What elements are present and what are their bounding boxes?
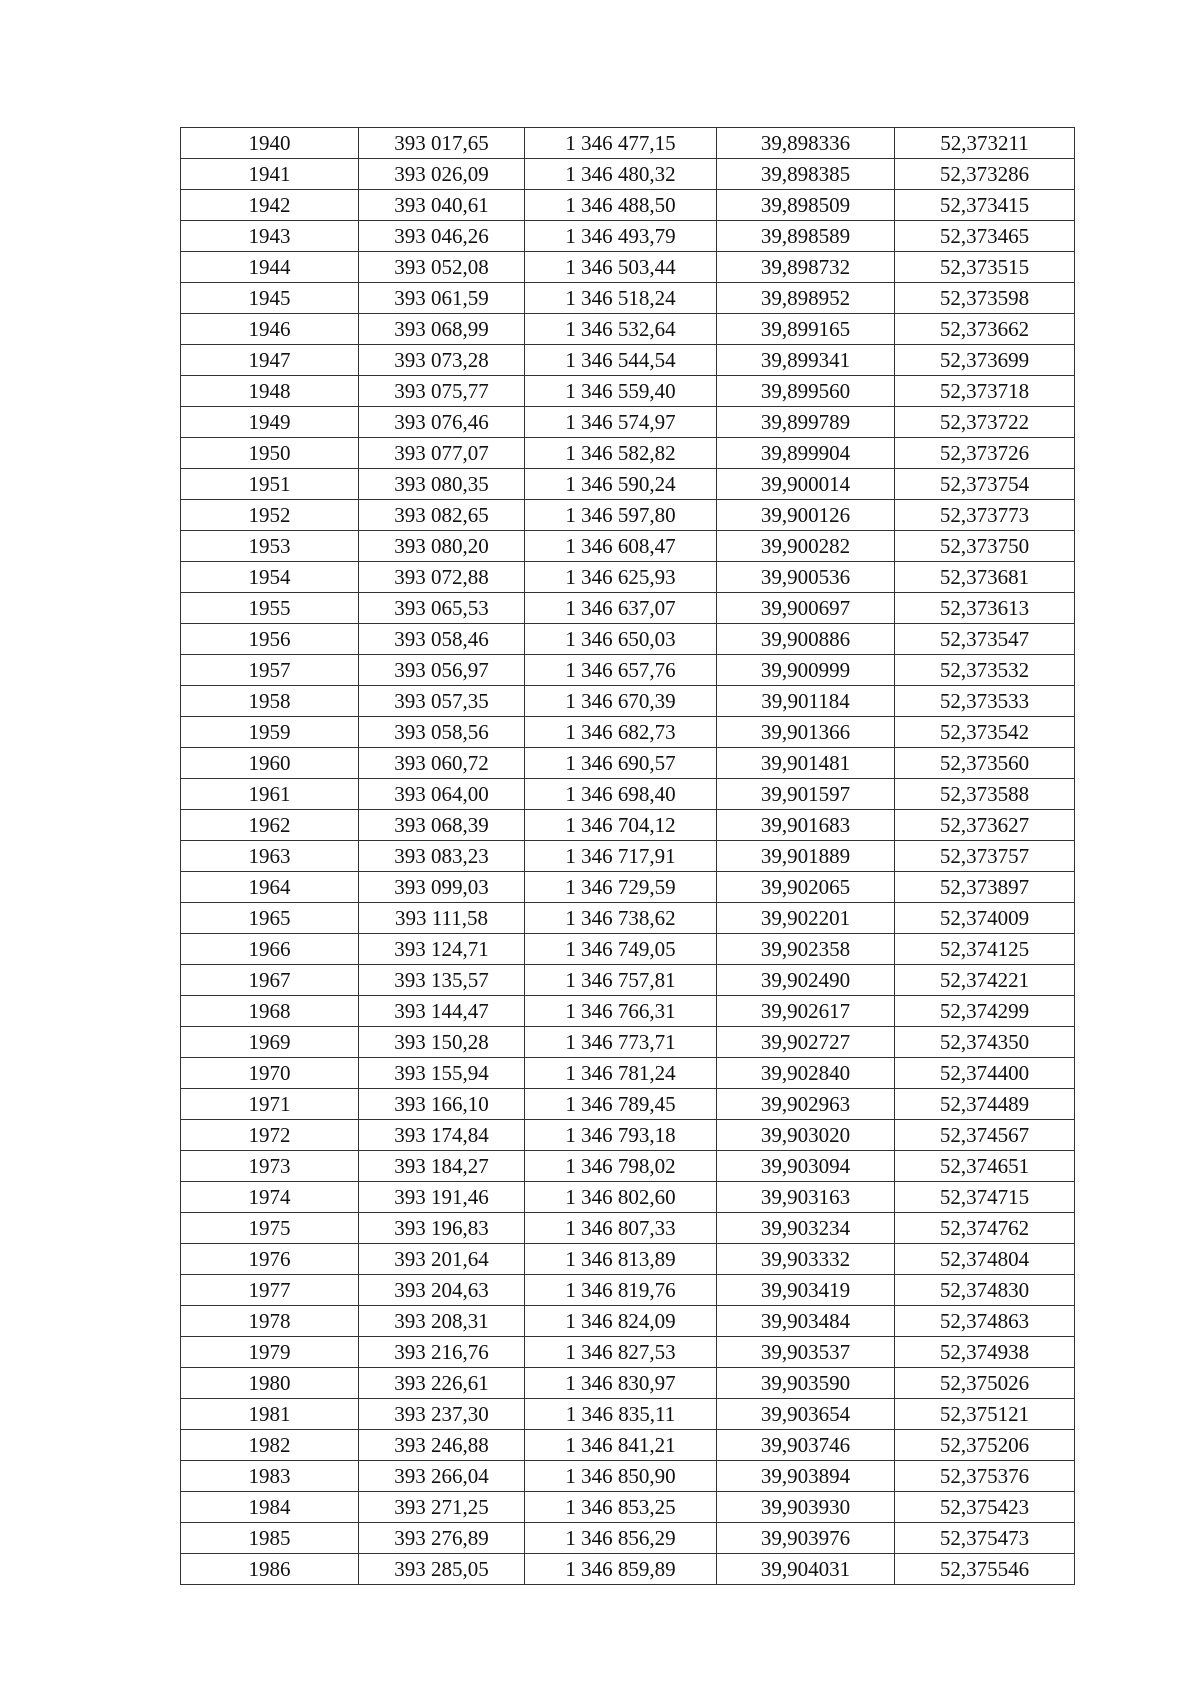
y-coordinate-cell: 1 346 544,54: [525, 345, 717, 376]
point-number-cell: 1950: [181, 438, 359, 469]
y-coordinate-cell: 1 346 597,80: [525, 500, 717, 531]
latitude-cell: 52,373757: [895, 841, 1075, 872]
longitude-cell: 39,902840: [717, 1058, 895, 1089]
y-coordinate-cell: 1 346 657,76: [525, 655, 717, 686]
y-coordinate-cell: 1 346 480,32: [525, 159, 717, 190]
longitude-cell: 39,903654: [717, 1399, 895, 1430]
y-coordinate-cell: 1 346 830,97: [525, 1368, 717, 1399]
point-number-cell: 1972: [181, 1120, 359, 1151]
latitude-cell: 52,373547: [895, 624, 1075, 655]
table-row: [181, 1058, 1075, 1089]
latitude-cell: 52,373415: [895, 190, 1075, 221]
table-row: [181, 748, 1075, 779]
latitude-cell: 52,373662: [895, 314, 1075, 345]
point-number-cell: 1979: [181, 1337, 359, 1368]
y-coordinate-cell: 1 346 729,59: [525, 872, 717, 903]
y-coordinate-cell: 1 346 853,25: [525, 1492, 717, 1523]
latitude-cell: 52,374221: [895, 965, 1075, 996]
x-coordinate-cell: 393 204,63: [359, 1275, 525, 1306]
longitude-cell: 39,900014: [717, 469, 895, 500]
y-coordinate-cell: 1 346 793,18: [525, 1120, 717, 1151]
x-coordinate-cell: 393 068,99: [359, 314, 525, 345]
y-coordinate-cell: 1 346 819,76: [525, 1275, 717, 1306]
x-coordinate-cell: 393 058,46: [359, 624, 525, 655]
table-row: [181, 593, 1075, 624]
x-coordinate-cell: 393 056,97: [359, 655, 525, 686]
table-row: [181, 1120, 1075, 1151]
y-coordinate-cell: 1 346 690,57: [525, 748, 717, 779]
x-coordinate-cell: 393 080,20: [359, 531, 525, 562]
longitude-cell: 39,898509: [717, 190, 895, 221]
longitude-cell: 39,902617: [717, 996, 895, 1027]
latitude-cell: 52,374350: [895, 1027, 1075, 1058]
longitude-cell: 39,901597: [717, 779, 895, 810]
latitude-cell: 52,373515: [895, 252, 1075, 283]
x-coordinate-cell: 393 144,47: [359, 996, 525, 1027]
x-coordinate-cell: 393 166,10: [359, 1089, 525, 1120]
y-coordinate-cell: 1 346 532,64: [525, 314, 717, 345]
point-number-cell: 1973: [181, 1151, 359, 1182]
x-coordinate-cell: 393 196,83: [359, 1213, 525, 1244]
longitude-cell: 39,903746: [717, 1430, 895, 1461]
table-row: [181, 1430, 1075, 1461]
table-row: [181, 686, 1075, 717]
point-number-cell: 1986: [181, 1554, 359, 1585]
table-row: [181, 1182, 1075, 1213]
longitude-cell: 39,899904: [717, 438, 895, 469]
y-coordinate-cell: 1 346 757,81: [525, 965, 717, 996]
y-coordinate-cell: 1 346 625,93: [525, 562, 717, 593]
y-coordinate-cell: 1 346 835,11: [525, 1399, 717, 1430]
table-row: [181, 221, 1075, 252]
table-row: [181, 1275, 1075, 1306]
longitude-cell: 39,900282: [717, 531, 895, 562]
table-row: [181, 1337, 1075, 1368]
point-number-cell: 1940: [181, 128, 359, 159]
y-coordinate-cell: 1 346 813,89: [525, 1244, 717, 1275]
y-coordinate-cell: 1 346 670,39: [525, 686, 717, 717]
x-coordinate-cell: 393 155,94: [359, 1058, 525, 1089]
y-coordinate-cell: 1 346 559,40: [525, 376, 717, 407]
table-row: [181, 469, 1075, 500]
table-row: [181, 128, 1075, 159]
longitude-cell: 39,903930: [717, 1492, 895, 1523]
point-number-cell: 1942: [181, 190, 359, 221]
table-row: [181, 407, 1075, 438]
longitude-cell: 39,903419: [717, 1275, 895, 1306]
table-row: [181, 965, 1075, 996]
longitude-cell: 39,902201: [717, 903, 895, 934]
x-coordinate-cell: 393 124,71: [359, 934, 525, 965]
table-row: [181, 903, 1075, 934]
longitude-cell: 39,903976: [717, 1523, 895, 1554]
point-number-cell: 1985: [181, 1523, 359, 1554]
point-number-cell: 1975: [181, 1213, 359, 1244]
y-coordinate-cell: 1 346 698,40: [525, 779, 717, 810]
y-coordinate-cell: 1 346 738,62: [525, 903, 717, 934]
table-row: [181, 252, 1075, 283]
longitude-cell: 39,900886: [717, 624, 895, 655]
longitude-cell: 39,903234: [717, 1213, 895, 1244]
x-coordinate-cell: 393 174,84: [359, 1120, 525, 1151]
x-coordinate-cell: 393 040,61: [359, 190, 525, 221]
x-coordinate-cell: 393 271,25: [359, 1492, 525, 1523]
latitude-cell: 52,375423: [895, 1492, 1075, 1523]
latitude-cell: 52,375376: [895, 1461, 1075, 1492]
coordinate-table-body: [181, 128, 1075, 1585]
point-number-cell: 1952: [181, 500, 359, 531]
x-coordinate-cell: 393 052,08: [359, 252, 525, 283]
point-number-cell: 1967: [181, 965, 359, 996]
latitude-cell: 52,373627: [895, 810, 1075, 841]
latitude-cell: 52,373722: [895, 407, 1075, 438]
latitude-cell: 52,373588: [895, 779, 1075, 810]
table-row: [181, 1151, 1075, 1182]
point-number-cell: 1960: [181, 748, 359, 779]
table-row: [181, 779, 1075, 810]
x-coordinate-cell: 393 060,72: [359, 748, 525, 779]
point-number-cell: 1978: [181, 1306, 359, 1337]
point-number-cell: 1954: [181, 562, 359, 593]
table-row: [181, 345, 1075, 376]
table-row: [181, 717, 1075, 748]
x-coordinate-cell: 393 017,65: [359, 128, 525, 159]
y-coordinate-cell: 1 346 503,44: [525, 252, 717, 283]
latitude-cell: 52,373750: [895, 531, 1075, 562]
latitude-cell: 52,374567: [895, 1120, 1075, 1151]
latitude-cell: 52,373726: [895, 438, 1075, 469]
x-coordinate-cell: 393 266,04: [359, 1461, 525, 1492]
table-row: [181, 190, 1075, 221]
y-coordinate-cell: 1 346 682,73: [525, 717, 717, 748]
y-coordinate-cell: 1 346 773,71: [525, 1027, 717, 1058]
x-coordinate-cell: 393 285,05: [359, 1554, 525, 1585]
table-row: [181, 872, 1075, 903]
point-number-cell: 1962: [181, 810, 359, 841]
longitude-cell: 39,899341: [717, 345, 895, 376]
latitude-cell: 52,373286: [895, 159, 1075, 190]
x-coordinate-cell: 393 276,89: [359, 1523, 525, 1554]
x-coordinate-cell: 393 072,88: [359, 562, 525, 593]
table-row: [181, 1461, 1075, 1492]
coordinate-table: [180, 127, 1075, 1585]
y-coordinate-cell: 1 346 518,24: [525, 283, 717, 314]
y-coordinate-cell: 1 346 850,90: [525, 1461, 717, 1492]
y-coordinate-cell: 1 346 488,50: [525, 190, 717, 221]
x-coordinate-cell: 393 216,76: [359, 1337, 525, 1368]
table-row: [181, 1213, 1075, 1244]
point-number-cell: 1974: [181, 1182, 359, 1213]
latitude-cell: 52,375121: [895, 1399, 1075, 1430]
point-number-cell: 1943: [181, 221, 359, 252]
latitude-cell: 52,373598: [895, 283, 1075, 314]
x-coordinate-cell: 393 068,39: [359, 810, 525, 841]
latitude-cell: 52,374715: [895, 1182, 1075, 1213]
y-coordinate-cell: 1 346 841,21: [525, 1430, 717, 1461]
latitude-cell: 52,374938: [895, 1337, 1075, 1368]
latitude-cell: 52,374489: [895, 1089, 1075, 1120]
table-row: [181, 1368, 1075, 1399]
table-row: [181, 531, 1075, 562]
latitude-cell: 52,373533: [895, 686, 1075, 717]
y-coordinate-cell: 1 346 704,12: [525, 810, 717, 841]
latitude-cell: 52,374830: [895, 1275, 1075, 1306]
latitude-cell: 52,374863: [895, 1306, 1075, 1337]
latitude-cell: 52,373699: [895, 345, 1075, 376]
point-number-cell: 1956: [181, 624, 359, 655]
y-coordinate-cell: 1 346 859,89: [525, 1554, 717, 1585]
point-number-cell: 1984: [181, 1492, 359, 1523]
x-coordinate-cell: 393 226,61: [359, 1368, 525, 1399]
x-coordinate-cell: 393 058,56: [359, 717, 525, 748]
y-coordinate-cell: 1 346 493,79: [525, 221, 717, 252]
y-coordinate-cell: 1 346 827,53: [525, 1337, 717, 1368]
table-row: [181, 1554, 1075, 1585]
x-coordinate-cell: 393 083,23: [359, 841, 525, 872]
point-number-cell: 1968: [181, 996, 359, 1027]
x-coordinate-cell: 393 046,26: [359, 221, 525, 252]
longitude-cell: 39,904031: [717, 1554, 895, 1585]
table-row: [181, 1089, 1075, 1120]
latitude-cell: 52,373532: [895, 655, 1075, 686]
x-coordinate-cell: 393 064,00: [359, 779, 525, 810]
latitude-cell: 52,375546: [895, 1554, 1075, 1585]
longitude-cell: 39,902727: [717, 1027, 895, 1058]
latitude-cell: 52,373681: [895, 562, 1075, 593]
longitude-cell: 39,900697: [717, 593, 895, 624]
table-row: [181, 314, 1075, 345]
point-number-cell: 1980: [181, 1368, 359, 1399]
latitude-cell: 52,373542: [895, 717, 1075, 748]
longitude-cell: 39,899789: [717, 407, 895, 438]
latitude-cell: 52,375473: [895, 1523, 1075, 1554]
y-coordinate-cell: 1 346 582,82: [525, 438, 717, 469]
x-coordinate-cell: 393 201,64: [359, 1244, 525, 1275]
table-row: [181, 1523, 1075, 1554]
point-number-cell: 1947: [181, 345, 359, 376]
y-coordinate-cell: 1 346 802,60: [525, 1182, 717, 1213]
point-number-cell: 1963: [181, 841, 359, 872]
longitude-cell: 39,901683: [717, 810, 895, 841]
y-coordinate-cell: 1 346 608,47: [525, 531, 717, 562]
longitude-cell: 39,901184: [717, 686, 895, 717]
x-coordinate-cell: 393 076,46: [359, 407, 525, 438]
point-number-cell: 1957: [181, 655, 359, 686]
latitude-cell: 52,373718: [895, 376, 1075, 407]
y-coordinate-cell: 1 346 717,91: [525, 841, 717, 872]
table-row: [181, 1306, 1075, 1337]
point-number-cell: 1966: [181, 934, 359, 965]
latitude-cell: 52,373897: [895, 872, 1075, 903]
x-coordinate-cell: 393 057,35: [359, 686, 525, 717]
longitude-cell: 39,903020: [717, 1120, 895, 1151]
table-row: [181, 159, 1075, 190]
longitude-cell: 39,903163: [717, 1182, 895, 1213]
longitude-cell: 39,898336: [717, 128, 895, 159]
longitude-cell: 39,902963: [717, 1089, 895, 1120]
latitude-cell: 52,373211: [895, 128, 1075, 159]
longitude-cell: 39,902358: [717, 934, 895, 965]
latitude-cell: 52,375206: [895, 1430, 1075, 1461]
x-coordinate-cell: 393 075,77: [359, 376, 525, 407]
y-coordinate-cell: 1 346 477,15: [525, 128, 717, 159]
table-row: [181, 283, 1075, 314]
x-coordinate-cell: 393 246,88: [359, 1430, 525, 1461]
longitude-cell: 39,901481: [717, 748, 895, 779]
latitude-cell: 52,374009: [895, 903, 1075, 934]
point-number-cell: 1958: [181, 686, 359, 717]
table-row: [181, 1492, 1075, 1523]
latitude-cell: 52,375026: [895, 1368, 1075, 1399]
table-row: [181, 562, 1075, 593]
longitude-cell: 39,898952: [717, 283, 895, 314]
longitude-cell: 39,901366: [717, 717, 895, 748]
table-row: [181, 996, 1075, 1027]
point-number-cell: 1955: [181, 593, 359, 624]
longitude-cell: 39,900999: [717, 655, 895, 686]
point-number-cell: 1944: [181, 252, 359, 283]
latitude-cell: 52,374762: [895, 1213, 1075, 1244]
latitude-cell: 52,373613: [895, 593, 1075, 624]
latitude-cell: 52,373560: [895, 748, 1075, 779]
y-coordinate-cell: 1 346 789,45: [525, 1089, 717, 1120]
x-coordinate-cell: 393 208,31: [359, 1306, 525, 1337]
x-coordinate-cell: 393 099,03: [359, 872, 525, 903]
point-number-cell: 1976: [181, 1244, 359, 1275]
y-coordinate-cell: 1 346 798,02: [525, 1151, 717, 1182]
table-row: [181, 500, 1075, 531]
x-coordinate-cell: 393 184,27: [359, 1151, 525, 1182]
table-row: [181, 376, 1075, 407]
x-coordinate-cell: 393 082,65: [359, 500, 525, 531]
point-number-cell: 1959: [181, 717, 359, 748]
x-coordinate-cell: 393 150,28: [359, 1027, 525, 1058]
table-row: [181, 1027, 1075, 1058]
latitude-cell: 52,374651: [895, 1151, 1075, 1182]
longitude-cell: 39,898732: [717, 252, 895, 283]
longitude-cell: 39,900126: [717, 500, 895, 531]
longitude-cell: 39,903894: [717, 1461, 895, 1492]
y-coordinate-cell: 1 346 749,05: [525, 934, 717, 965]
y-coordinate-cell: 1 346 590,24: [525, 469, 717, 500]
point-number-cell: 1965: [181, 903, 359, 934]
latitude-cell: 52,374804: [895, 1244, 1075, 1275]
table-row: [181, 934, 1075, 965]
longitude-cell: 39,900536: [717, 562, 895, 593]
point-number-cell: 1949: [181, 407, 359, 438]
table-row: [181, 655, 1075, 686]
longitude-cell: 39,902490: [717, 965, 895, 996]
point-number-cell: 1977: [181, 1275, 359, 1306]
table-row: [181, 624, 1075, 655]
x-coordinate-cell: 393 061,59: [359, 283, 525, 314]
latitude-cell: 52,374299: [895, 996, 1075, 1027]
longitude-cell: 39,898589: [717, 221, 895, 252]
point-number-cell: 1948: [181, 376, 359, 407]
table-row: [181, 841, 1075, 872]
longitude-cell: 39,903590: [717, 1368, 895, 1399]
y-coordinate-cell: 1 346 856,29: [525, 1523, 717, 1554]
latitude-cell: 52,373773: [895, 500, 1075, 531]
point-number-cell: 1946: [181, 314, 359, 345]
latitude-cell: 52,374125: [895, 934, 1075, 965]
y-coordinate-cell: 1 346 807,33: [525, 1213, 717, 1244]
x-coordinate-cell: 393 026,09: [359, 159, 525, 190]
table-row: [181, 1399, 1075, 1430]
longitude-cell: 39,902065: [717, 872, 895, 903]
x-coordinate-cell: 393 073,28: [359, 345, 525, 376]
point-number-cell: 1981: [181, 1399, 359, 1430]
point-number-cell: 1983: [181, 1461, 359, 1492]
point-number-cell: 1970: [181, 1058, 359, 1089]
y-coordinate-cell: 1 346 766,31: [525, 996, 717, 1027]
point-number-cell: 1951: [181, 469, 359, 500]
table-row: [181, 810, 1075, 841]
point-number-cell: 1953: [181, 531, 359, 562]
longitude-cell: 39,903094: [717, 1151, 895, 1182]
latitude-cell: 52,373465: [895, 221, 1075, 252]
x-coordinate-cell: 393 111,58: [359, 903, 525, 934]
x-coordinate-cell: 393 237,30: [359, 1399, 525, 1430]
point-number-cell: 1945: [181, 283, 359, 314]
table-row: [181, 438, 1075, 469]
x-coordinate-cell: 393 080,35: [359, 469, 525, 500]
y-coordinate-cell: 1 346 650,03: [525, 624, 717, 655]
point-number-cell: 1969: [181, 1027, 359, 1058]
point-number-cell: 1971: [181, 1089, 359, 1120]
longitude-cell: 39,903484: [717, 1306, 895, 1337]
longitude-cell: 39,903537: [717, 1337, 895, 1368]
x-coordinate-cell: 393 135,57: [359, 965, 525, 996]
y-coordinate-cell: 1 346 781,24: [525, 1058, 717, 1089]
y-coordinate-cell: 1 346 637,07: [525, 593, 717, 624]
point-number-cell: 1964: [181, 872, 359, 903]
latitude-cell: 52,374400: [895, 1058, 1075, 1089]
point-number-cell: 1941: [181, 159, 359, 190]
longitude-cell: 39,899560: [717, 376, 895, 407]
longitude-cell: 39,899165: [717, 314, 895, 345]
x-coordinate-cell: 393 077,07: [359, 438, 525, 469]
table-row: [181, 1244, 1075, 1275]
latitude-cell: 52,373754: [895, 469, 1075, 500]
longitude-cell: 39,901889: [717, 841, 895, 872]
y-coordinate-cell: 1 346 824,09: [525, 1306, 717, 1337]
x-coordinate-cell: 393 191,46: [359, 1182, 525, 1213]
longitude-cell: 39,898385: [717, 159, 895, 190]
point-number-cell: 1982: [181, 1430, 359, 1461]
x-coordinate-cell: 393 065,53: [359, 593, 525, 624]
point-number-cell: 1961: [181, 779, 359, 810]
longitude-cell: 39,903332: [717, 1244, 895, 1275]
y-coordinate-cell: 1 346 574,97: [525, 407, 717, 438]
